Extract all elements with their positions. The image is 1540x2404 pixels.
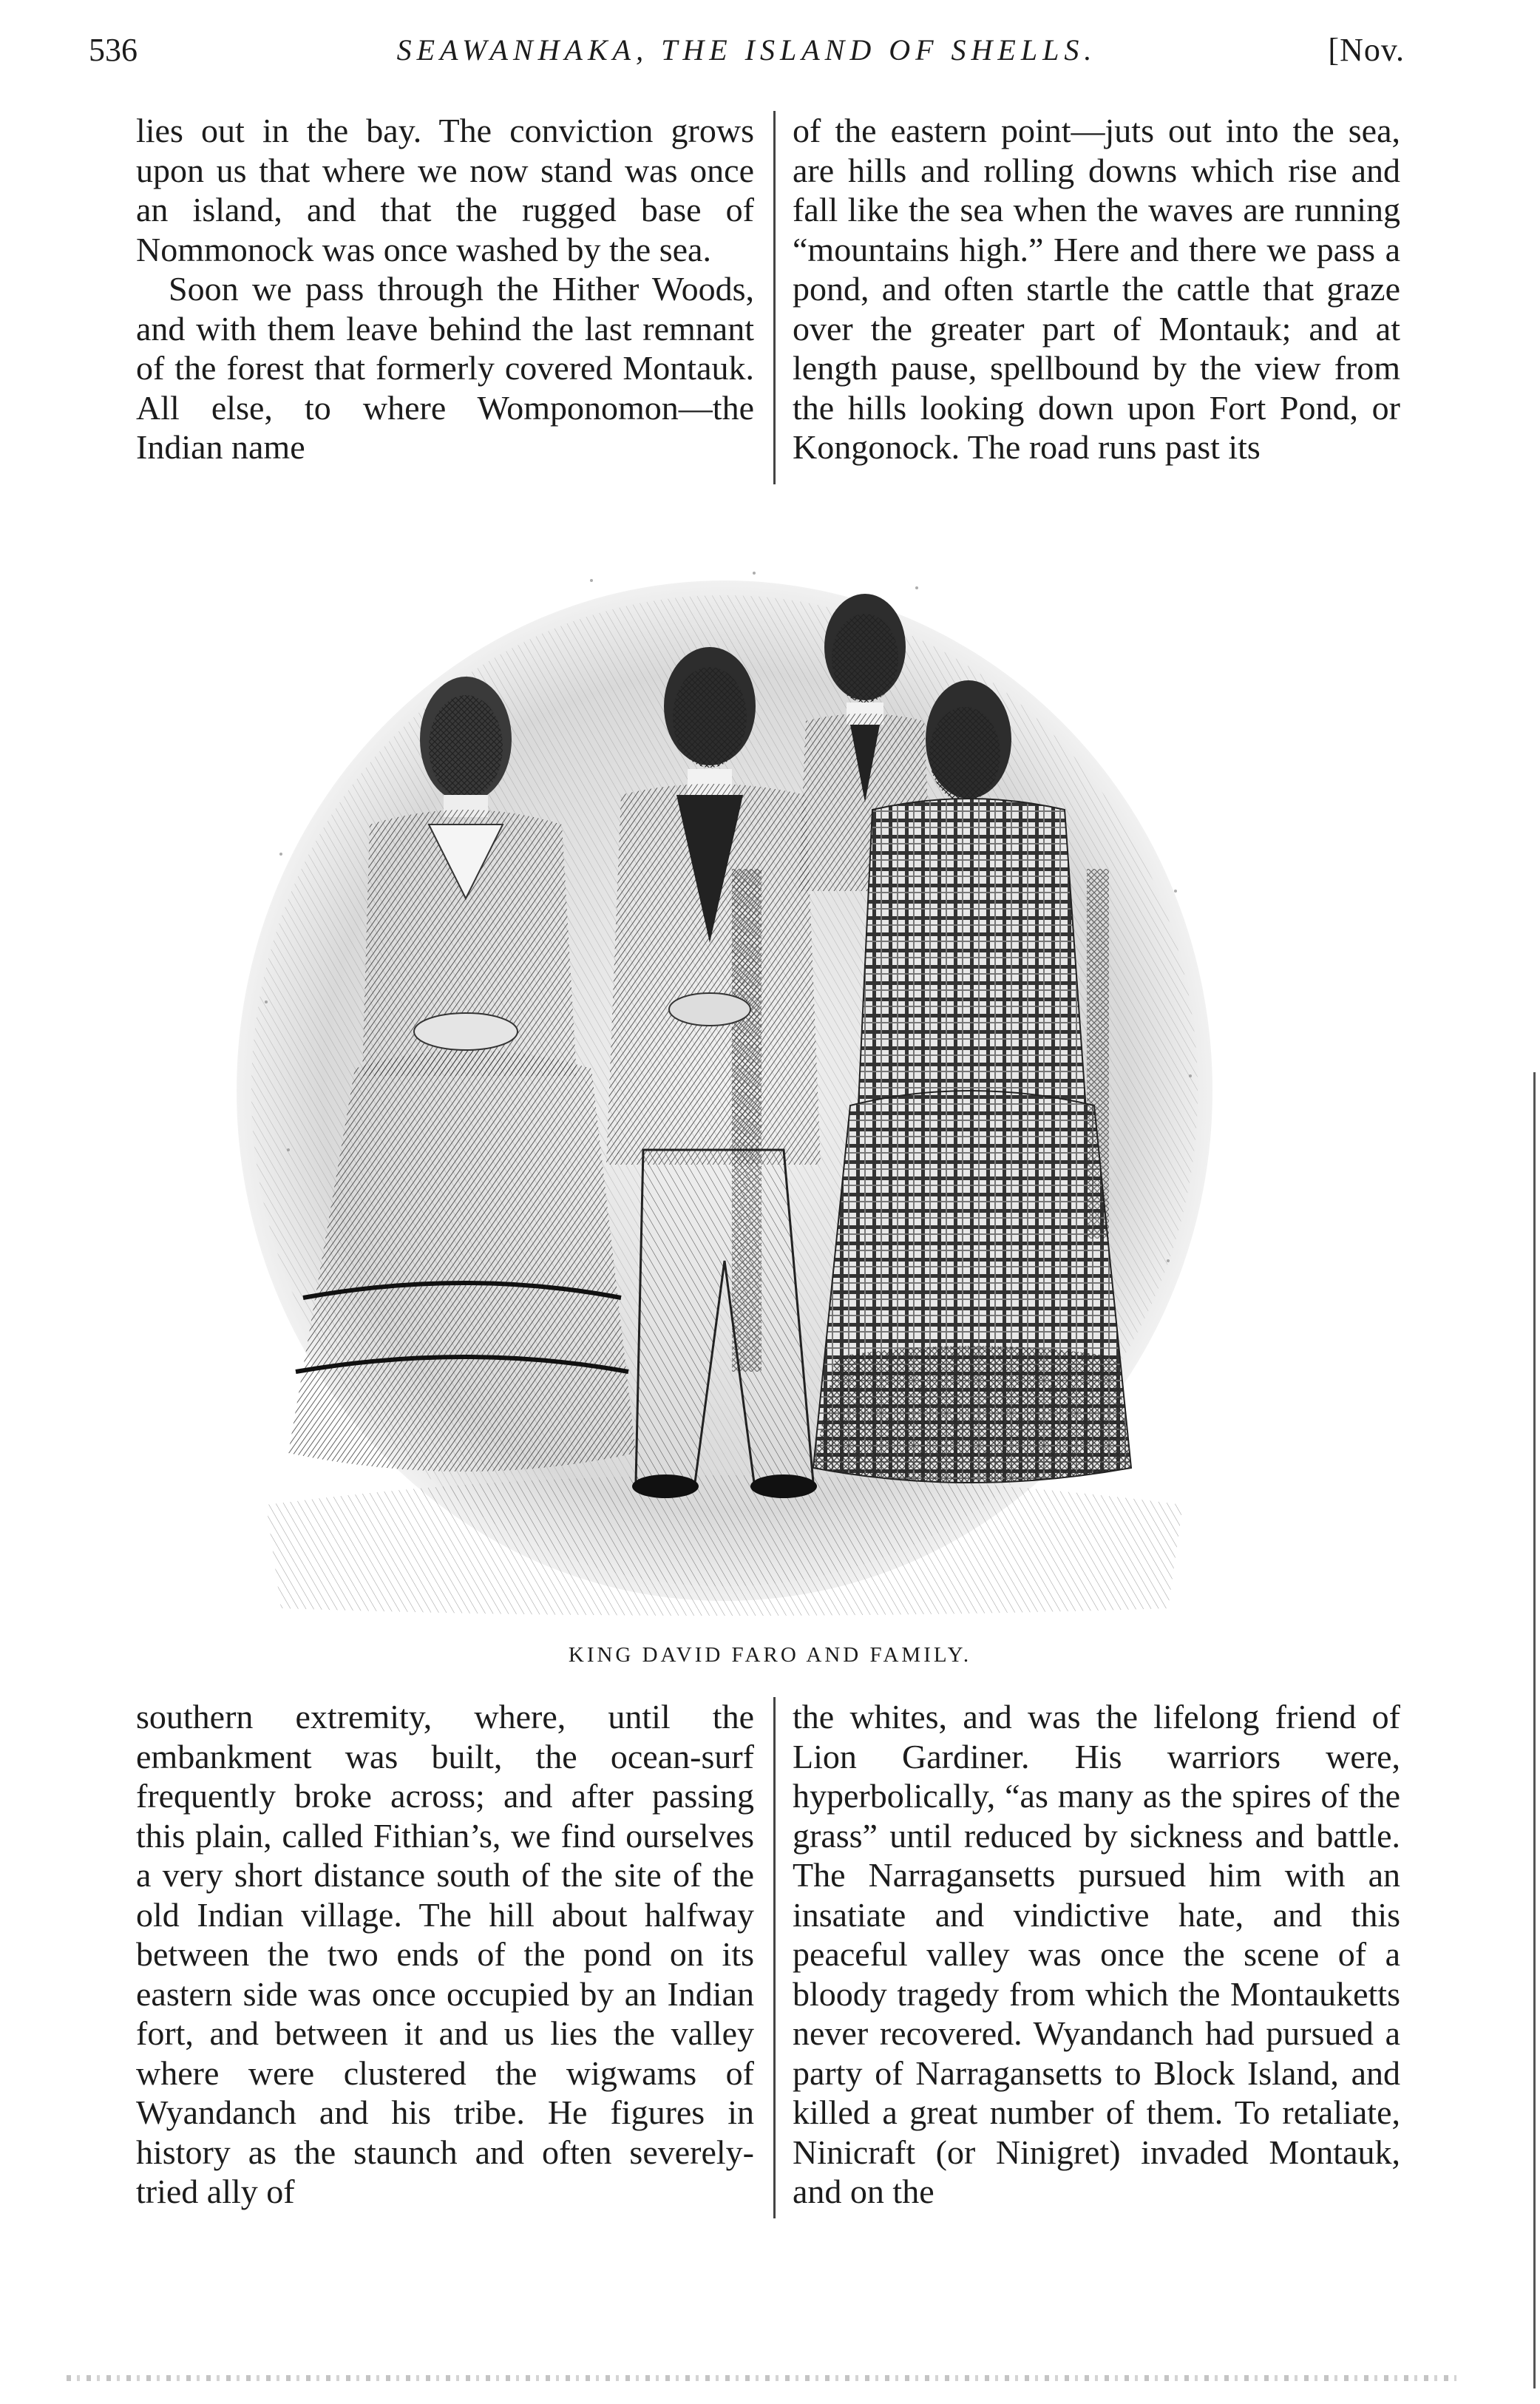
page-edge-line	[1533, 1072, 1536, 2388]
column-divider	[773, 1697, 776, 2218]
issue-month: [Nov.	[1328, 32, 1405, 68]
text-column-bottom-right	[793, 1697, 1400, 2212]
column-divider	[773, 111, 776, 484]
page-number: 536	[89, 32, 138, 68]
paragraph: the whites, and was the lifelong friend of Lion Gardiner. His warriors were, hyperbolically, “as many as the spires of the grass” until reduced by sickness and battle. The Narragansetts pursued him with an insatiate and vindictive hate, and this peaceful valley was once the scene of a bloody tragedy from which the Montauketts never recovered. Wyandanch had pursued a party of Narragansetts to Block Island, and killed a great number of them. To retaliate, Ninicraft (or Ninigret) invaded Montauk, and on the	[793, 1698, 1400, 2210]
text-column-top-right	[793, 111, 1400, 467]
engraving-family-portrait	[222, 558, 1227, 1619]
scan-noise-bottom	[67, 2375, 1456, 2381]
family-portrait-engraving	[222, 558, 1227, 1619]
paragraph: lies out in the bay. The conviction grows upon us that where we now stand was once an island, and that the rugged base of Nommonock was once washed by the sea.	[136, 112, 754, 268]
paragraph: southern extremity, where, until the embankment was built, the ocean-surf frequently broke across; and after passing this plain, called Fithian’s, we find ourselves a very short distance south of the site of the old Indian village. The hill about halfway between the two ends of the pond on its eastern side was once occupied by an Indian fort, and between it and us lies the valley where were clustered the wigwams of Wyandanch and his tribe. He figures in history as the staunch and often severely-tried ally of	[136, 1698, 754, 2210]
paragraph: Soon we pass through the Hither Woods, and with them leave behind the last remnant of the forest that formerly covered Montauk. All else, to where Womponomon—the Indian name	[136, 270, 754, 466]
page-header	[89, 31, 1405, 90]
text-column-top-left	[136, 111, 754, 467]
paragraph: of the eastern point—juts out into the sea, are hills and rolling downs which rise and fall like the sea when the waves are running “mountains high.” Here and there we pass a pond, and often startle the cattle that graze over the greater part of Montauk; and at length pause, spellbound by the view from the hills looking down upon Fort Pond, or Kongonock. The road runs past its	[793, 112, 1400, 466]
text-column-bottom-left	[136, 1697, 754, 2212]
running-title: SEAWANHAKA, THE ISLAND OF SHELLS.	[396, 33, 1097, 67]
illustration-caption: KING DAVID FARO AND FAMILY.	[568, 1643, 972, 1667]
